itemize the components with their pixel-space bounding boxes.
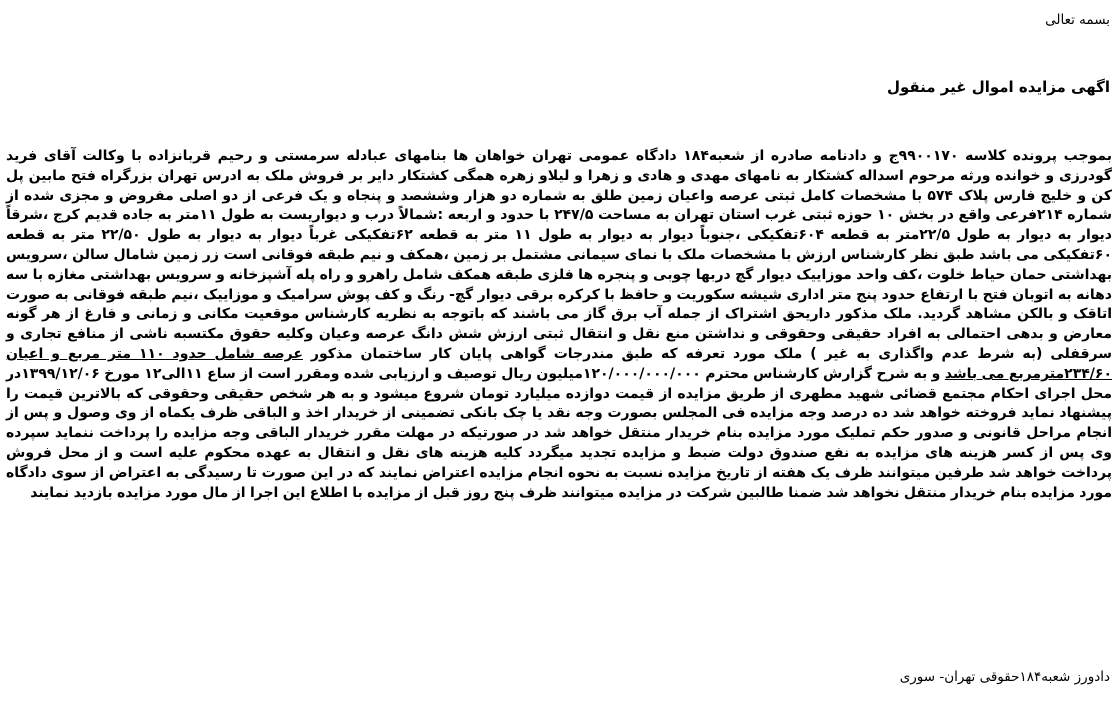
notice-body-text-part-2: و به شرح گزارش کارشناس محترم ۱۲۰/۰۰۰/۰۰۰/۰۰۰میلیون ریال توصیف و ارزیابی شده ومقرر است از ساع ۱۱الی۱۲ مورخ ۱۳۹۹/۱۲/۰۶در محل اجرای احکام مجتمع قضائی شهید مطهری از طریق مزایده از قیمت دوازده میلیارد تومان شروع میشود و به هر شخص حقیقی وحقوقی که بالاترین قیمت را پیشنهاد نماید فروخته خواهد شد ده درصد وجه مزایده فی المجلس بصورت وجه نقد یا چک بانکی تضمینی از خریدار اخذ و الباقی ظرف یکماه از وی وصول و پس از انجام مراحل قانونی و صدور حکم تملیک مورد مزایده بنام خریدار منتقل خواهد شد در صورتیکه در مهلت مقرر خریدار الباقی وجه مزایده را پرداخت ننماید سپرده وی پس از کسر هزینه های مزایده به نفع صندوق دولت ضبط و مزایده تجدید میگردد کلیه هزینه های نقل و انتقال به عهده محکوم علیه است و از محل فروش پرداخت خواهد شد طرفین میتوانند ظرف یک هفته از تاریخ مزایده نسبت به نحوه انجام مزایده اعتراض نمایند که در این صورت تا رسیدگی به اعتراض از سوی دادگاه مورد مزایده بنام خریدار منتقل نخواهد شد ضمنا طالبین شرکت در مزایده میتوانند ظرف پنج روز قبل از مزایده با اطلاع این اجرا از مال مورد مزایده بازدید نمایند	[6, 365, 1112, 501]
notice-body-underlined-area: عرصه شامل حدود ۱۱۰ متر مربع و اعیان ۲۳۴/۶۰مترمربع می باشد	[6, 345, 1112, 382]
notice-body-text-part-1: بموجب پرونده کلاسه ۹۹۰۰۱۷۰ج و دادنامه صادره از شعبه۱۸۴ دادگاه عمومی تهران خواهان ها بنامهای عبادله سرمستی و رحیم قربانزاده با وکالت آقای فرید گودرزی و خوانده ورثه مرحوم اسداله کشتکار به نامهای مهدی و هادی و زهرا و لیلاو زهره همگی کشتکار دایر بر فروش ملک به ادرس تهران بزرگراه فتح مابین پل کن و خلیج فارس پلاک ۵۷۴ با مشخصات کامل ثبتی عرصه واعیان زمین طلق به شماره دو هزار وششصد و پنجاه و یک فرعی از دو اصلی مفروض و مجزی شده از شماره ۲۱۴فرعی واقع در بخش ۱۰ حوزه ثبتی غرب استان تهران به مساحت ۲۴۷/۵ با حدود و اربعه :شمالاً درب و دیواریست به طول ۱۱متر به جاده قدیم کرج ،شرقاً دیوار به دیوار به طول ۲۲/۵متر به قطعه ۶۰۴تفکیکی ،جنوباً دیوار به دیوار به طول ۱۱ متر به قطعه ۶۲تفکیکی غرباً دیوار به دیوار به طول ۲۲/۵۰ متر به قطعه ۶۰تفکیکی می باشد طبق نظر کارشناس ارزش با مشخصات ملک با نمای سیمانی مشتمل بر زمین ،همکف و نیم طبقه فوقانی است زر زمین شامال سالن ،سرویس بهداشتی حمان حیاط خلوت ،کف واحد موزاییک دیوار گچ دربها چوبی و پنجره ها فلزی طبقه همکف شامل راهرو و راه پله آشپزخانه و سرویس بهداشتی مغازه با سه دهانه به اتوبان فتح با ارتفاع حدود پنج متر اداری شیشه سکوریت و حافظ با کرکره برقی دیوار گچ- رنگ و کف پوش سرامیک و موزاییک ،نیم طبقه فوقانی به صورت اتاقک و بالکن مشاهد گردید. ملک مذکور داریحق اشتراک از جمله آب برق گاز می باشند که باتوجه به نظریه کارشناس موقعیت مکانی و زمانی و فارغ از هر گونه معارض و بدهی احتمالی به افراد حقیقی وحقوقی و نداشتن منع نقل و انتقال ثبتی ارزش شش دانگ عرصه وعیان وکلیه حقوق مکتسبه ناشی از منافع تجاری و سرقفلی (به شرط عدم واگذاری به غیر ) ملک مورد تعرفه که طبق مندرجات گواهی پایان کار ساختمان مذکور	[6, 148, 1113, 362]
page-title: اگهی مزایده اموال غیر منقول	[886, 78, 1110, 96]
signature-line: دادورز شعبه۱۸۴حقوقی تهران- سوری	[899, 669, 1110, 685]
basmala-heading: بسمه تعالی	[1045, 12, 1110, 28]
notice-body	[6, 147, 1112, 503]
